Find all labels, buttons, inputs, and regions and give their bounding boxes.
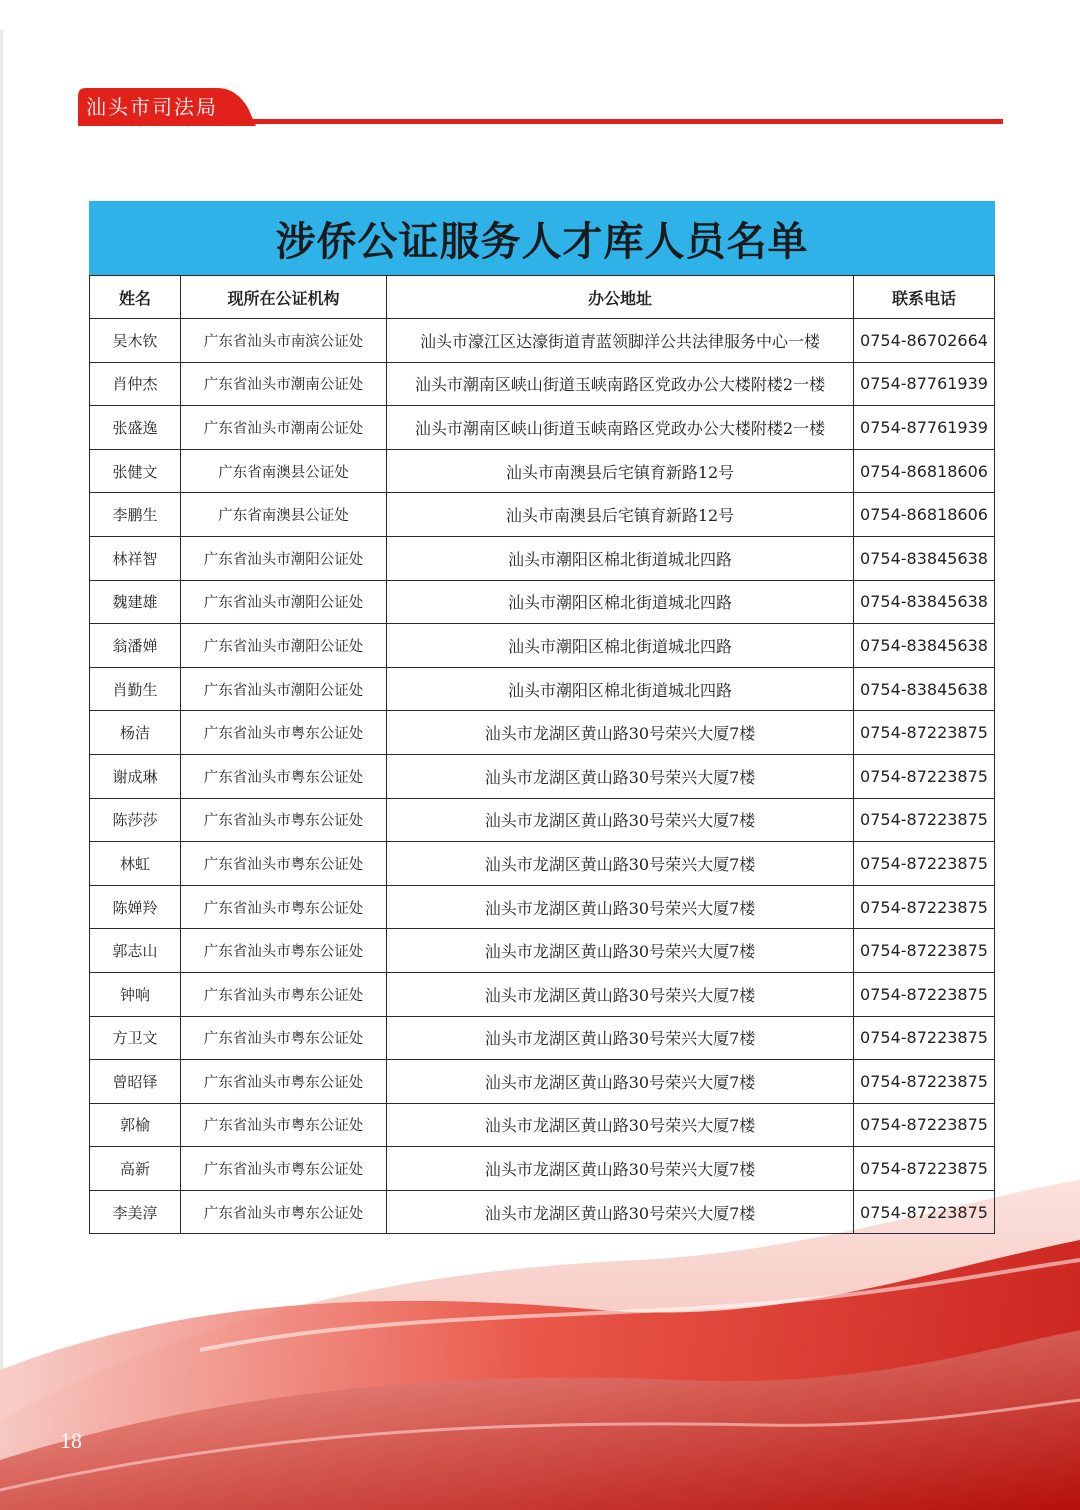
cell-name: 陈婵羚: [90, 885, 181, 929]
cell-address: 汕头市濠江区达濠街道青蓝领脚洋公共法律服务中心一楼: [387, 319, 854, 363]
cell-name: 张健文: [90, 449, 181, 493]
cell-phone: 0754-87223875: [854, 1190, 995, 1234]
column-header-name: 姓名: [90, 276, 181, 319]
cell-office: 广东省汕头市粤东公证处: [181, 754, 387, 798]
cell-office: 广东省南澳县公证处: [181, 449, 387, 493]
cell-office: 广东省汕头市南滨公证处: [181, 319, 387, 363]
table-row: [90, 1060, 995, 1104]
table-row: [90, 536, 995, 580]
table-row: [90, 406, 995, 450]
cell-office: 广东省汕头市粤东公证处: [181, 1103, 387, 1147]
cell-phone: 0754-83845638: [854, 667, 995, 711]
table-body: [90, 319, 995, 1234]
table-row: [90, 1103, 995, 1147]
cell-office: 广东省汕头市粤东公证处: [181, 1190, 387, 1234]
cell-phone: 0754-87223875: [854, 711, 995, 755]
table-row: [90, 1190, 995, 1234]
cell-address: 汕头市龙湖区黄山路30号荣兴大厦7楼: [387, 885, 854, 929]
cell-phone: 0754-87223875: [854, 1147, 995, 1191]
cell-phone: 0754-86818606: [854, 449, 995, 493]
cell-address: 汕头市潮阳区棉北街道城北四路: [387, 667, 854, 711]
table-row: [90, 362, 995, 406]
table-row: [90, 319, 995, 363]
cell-address: 汕头市龙湖区黄山路30号荣兴大厦7楼: [387, 1060, 854, 1104]
cell-office: 广东省南澳县公证处: [181, 493, 387, 537]
cell-address: 汕头市南澳县后宅镇育新路12号: [387, 493, 854, 537]
column-header-phone: 联系电话: [854, 276, 995, 319]
cell-name: 郭榆: [90, 1103, 181, 1147]
cell-address: 汕头市潮阳区棉北街道城北四路: [387, 580, 854, 624]
cell-office: 广东省汕头市粤东公证处: [181, 1147, 387, 1191]
cell-name: 谢成琳: [90, 754, 181, 798]
table-row: [90, 885, 995, 929]
table-row: [90, 754, 995, 798]
cell-name: 钟响: [90, 972, 181, 1016]
cell-phone: 0754-87223875: [854, 754, 995, 798]
cell-name: 郭志山: [90, 929, 181, 973]
column-header-address: 办公地址: [387, 276, 854, 319]
cell-address: 汕头市龙湖区黄山路30号荣兴大厦7楼: [387, 929, 854, 973]
cell-phone: 0754-87761939: [854, 362, 995, 406]
cell-office: 广东省汕头市粤东公证处: [181, 929, 387, 973]
cell-name: 李美淳: [90, 1190, 181, 1234]
cell-phone: 0754-83845638: [854, 580, 995, 624]
cell-name: 曾昭铎: [90, 1060, 181, 1104]
cell-address: 汕头市龙湖区黄山路30号荣兴大厦7楼: [387, 711, 854, 755]
cell-phone: 0754-87223875: [854, 842, 995, 886]
table-row: [90, 1147, 995, 1191]
cell-office: 广东省汕头市粤东公证处: [181, 842, 387, 886]
cell-address: 汕头市龙湖区黄山路30号荣兴大厦7楼: [387, 754, 854, 798]
cell-address: 汕头市龙湖区黄山路30号荣兴大厦7楼: [387, 1190, 854, 1234]
cell-phone: 0754-87223875: [854, 1060, 995, 1104]
cell-phone: 0754-86818606: [854, 493, 995, 537]
table-row: [90, 624, 995, 668]
cell-office: 广东省汕头市粤东公证处: [181, 798, 387, 842]
cell-name: 魏建雄: [90, 580, 181, 624]
cell-name: 高新: [90, 1147, 181, 1191]
header-rule: [78, 119, 1003, 124]
cell-office: 广东省汕头市粤东公证处: [181, 972, 387, 1016]
cell-name: 吴木钦: [90, 319, 181, 363]
cell-office: 广东省汕头市粤东公证处: [181, 711, 387, 755]
cell-name: 张盛逸: [90, 406, 181, 450]
table-header-row: [90, 276, 995, 319]
cell-name: 林虹: [90, 842, 181, 886]
cell-office: 广东省汕头市潮阳公证处: [181, 624, 387, 668]
table-row: [90, 711, 995, 755]
cell-name: 李鹏生: [90, 493, 181, 537]
cell-office: 广东省汕头市潮阳公证处: [181, 667, 387, 711]
cell-address: 汕头市龙湖区黄山路30号荣兴大厦7楼: [387, 1016, 854, 1060]
cell-name: 陈莎莎: [90, 798, 181, 842]
cell-name: 林祥智: [90, 536, 181, 580]
cell-office: 广东省汕头市粤东公证处: [181, 1060, 387, 1104]
table-row: [90, 929, 995, 973]
cell-address: 汕头市龙湖区黄山路30号荣兴大厦7楼: [387, 972, 854, 1016]
cell-address: 汕头市龙湖区黄山路30号荣兴大厦7楼: [387, 1147, 854, 1191]
table-row: [90, 798, 995, 842]
personnel-table: [89, 275, 995, 1234]
cell-name: 翁潘婵: [90, 624, 181, 668]
table-title: 涉侨公证服务人才库人员名单: [275, 218, 809, 265]
cell-phone: 0754-87223875: [854, 929, 995, 973]
table-row: [90, 842, 995, 886]
cell-phone: 0754-83845638: [854, 624, 995, 668]
cell-office: 广东省汕头市潮阳公证处: [181, 536, 387, 580]
cell-address: 汕头市龙湖区黄山路30号荣兴大厦7楼: [387, 1103, 854, 1147]
cell-phone: 0754-83845638: [854, 536, 995, 580]
personnel-table-section: [89, 201, 995, 1234]
cell-office: 广东省汕头市潮南公证处: [181, 362, 387, 406]
cell-phone: 0754-87223875: [854, 1103, 995, 1147]
header-title: 汕头市司法局: [86, 95, 218, 119]
table-row: [90, 667, 995, 711]
cell-name: 方卫文: [90, 1016, 181, 1060]
cell-address: 汕头市南澳县后宅镇育新路12号: [387, 449, 854, 493]
table-row: [90, 972, 995, 1016]
cell-phone: 0754-87223875: [854, 972, 995, 1016]
cell-address: 汕头市潮阳区棉北街道城北四路: [387, 536, 854, 580]
cell-name: 肖勤生: [90, 667, 181, 711]
table-row: [90, 449, 995, 493]
cell-office: 广东省汕头市潮阳公证处: [181, 580, 387, 624]
cell-address: 汕头市潮南区峡山街道玉峡南路区党政办公大楼附楼2一楼: [387, 406, 854, 450]
cell-office: 广东省汕头市粤东公证处: [181, 885, 387, 929]
column-header-office: 现所在公证机构: [181, 276, 387, 319]
cell-address: 汕头市龙湖区黄山路30号荣兴大厦7楼: [387, 798, 854, 842]
table-title-band: [89, 201, 995, 275]
cell-office: 广东省汕头市潮南公证处: [181, 406, 387, 450]
page-number: 18: [60, 1428, 82, 1453]
table-row: [90, 493, 995, 537]
cell-name: 肖仲杰: [90, 362, 181, 406]
cell-office: 广东省汕头市粤东公证处: [181, 1016, 387, 1060]
cell-address: 汕头市龙湖区黄山路30号荣兴大厦7楼: [387, 842, 854, 886]
cell-address: 汕头市潮南区峡山街道玉峡南路区党政办公大楼附楼2一楼: [387, 362, 854, 406]
cell-phone: 0754-86702664: [854, 319, 995, 363]
cell-address: 汕头市潮阳区棉北街道城北四路: [387, 624, 854, 668]
cell-phone: 0754-87223875: [854, 798, 995, 842]
cell-phone: 0754-87761939: [854, 406, 995, 450]
table-row: [90, 580, 995, 624]
table-row: [90, 1016, 995, 1060]
cell-name: 杨洁: [90, 711, 181, 755]
cell-phone: 0754-87223875: [854, 1016, 995, 1060]
cell-phone: 0754-87223875: [854, 885, 995, 929]
